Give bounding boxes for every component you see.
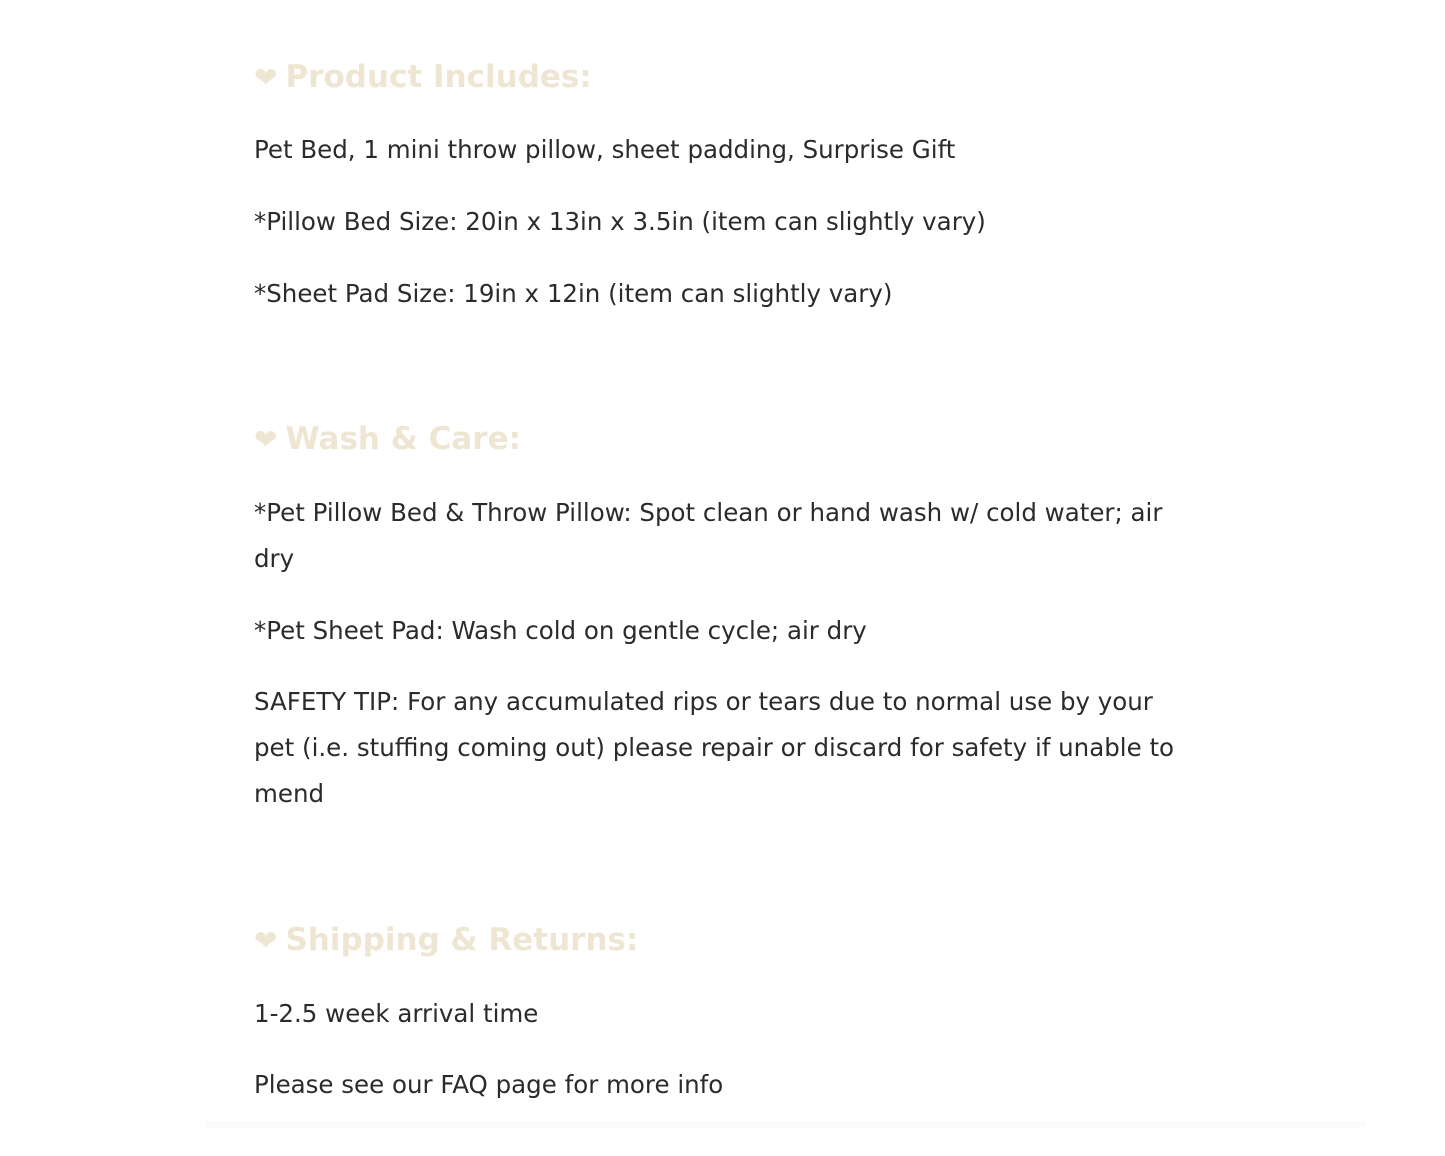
product-includes-heading <box>254 57 592 98</box>
heading-label: Wash & Care: <box>285 421 521 457</box>
pillow-wash-instructions: *Pet Pillow Bed & Throw Pillow: Spot clean or hand wash w/ cold water; air dry <box>254 498 1163 573</box>
heart-icon: ❤ <box>254 61 278 94</box>
sheet-pad-wash-instructions: *Pet Sheet Pad: Wash cold on gentle cycle; air dry <box>254 616 867 645</box>
content-divider-shadow <box>205 1122 1365 1132</box>
safety-tip: SAFETY TIP: For any accumulated rips or tears due to normal use by your pet (i.e. stuffing coming out) please repair or discard for safety if unable to mend <box>254 687 1175 808</box>
heading-label: Product Includes: <box>285 59 592 95</box>
faq-note: Please see our FAQ page for more info <box>254 1070 724 1099</box>
shipping-returns-heading <box>254 920 638 961</box>
product-includes-item: Pet Bed, 1 mini throw pillow, sheet padding, Surprise Gift <box>254 135 956 164</box>
heading-label: Shipping & Returns: <box>285 922 639 958</box>
sheet-pad-size: *Sheet Pad Size: 19in x 12in (item can slightly vary) <box>254 279 893 308</box>
pillow-bed-size: *Pillow Bed Size: 20in x 13in x 3.5in (item can slightly vary) <box>254 207 986 236</box>
wash-care-heading <box>254 419 521 460</box>
heart-icon: ❤ <box>254 924 278 957</box>
arrival-time: 1-2.5 week arrival time <box>254 999 539 1028</box>
heart-icon: ❤ <box>254 423 278 456</box>
